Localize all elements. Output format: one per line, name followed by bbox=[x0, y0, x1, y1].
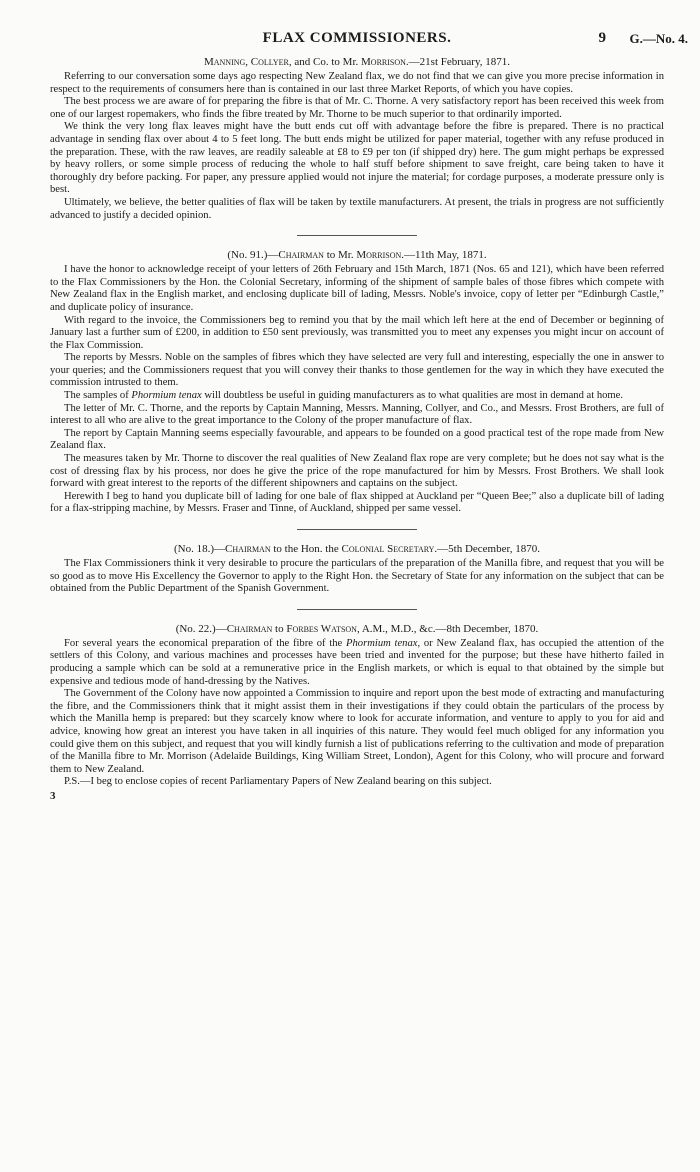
heading-date: .—11th May, 1871. bbox=[401, 249, 487, 262]
heading-date: , A.M., M.D., &c.—8th December, 1870. bbox=[356, 622, 539, 635]
heading-connector: to Mr. bbox=[323, 249, 357, 262]
letter-paragraph: The reports by Messrs. Noble on the samples of fibres which they have selected are very full and interesting, especially the one in answer to your queries; and the Commissioners request that you will convey their thanks to those gentlemen for the way in which they have executed the commission intrusted to them. bbox=[50, 352, 664, 389]
heading-sender: Chairman bbox=[226, 622, 273, 635]
heading-prefix: (No. 91.)— bbox=[227, 249, 279, 262]
letter-paragraph: Ultimately, we believe, the better qualities of flax will be taken by textile manufacturers. At present, the trials in progress are not sufficiently advanced to justify a decided opinion. bbox=[50, 196, 664, 221]
heading-prefix: (No. 22.)— bbox=[175, 622, 227, 635]
letter-paragraph: The letter of Mr. C. Thorne, and the reports by Captain Manning, Messrs. Manning, Collyer, and Co., and Messrs. Frost Brothers, are full of interest to all who are alive to the great importance to the Colony of the proper manufacture of flax. bbox=[50, 402, 664, 427]
heading-connector: to the Hon. the bbox=[270, 543, 342, 555]
letter-paragraph: The Government of the Colony have now appointed a Commission to inquire and report upon the best mode of extracting and manufacturing the fibre, and the Commissioners think that it might assist them in their investigations if they could obtain the particulars of the process by which the Manilla hemp is prepared: but they scarcely know where to look for accurate information, and venture to apply to you for aid and advice, knowing how great an interest you have taken in all inquiries of this nature. They would feel much obliged for any information you could give them on this subject, and request that you will kindly furnish a list of publications referring to the cultivation and mode of preparation of the Manilla fibre to Mr. Morrison (Adelaide Buildings, King William Street, London), Agent for this Colony, who will procure and forward them to New Zealand. bbox=[50, 688, 665, 775]
signature-mark: 3 bbox=[50, 789, 56, 802]
heading-connector: and Co. to Mr. bbox=[291, 56, 362, 68]
letter-section bbox=[50, 623, 664, 789]
heading-connector: to bbox=[272, 622, 287, 635]
letter-paragraph: The Flax Commissioners think it very desirable to procure the particulars of the preparation of the Manilla fibre, and request that you will be so good as to move His Excellency the Governor to apply to the Right Hon. the Secretary of State for any information on the subject that can be obtained from the Public Department of the Spanish Government. bbox=[50, 558, 664, 595]
page-title: FLAX COMMISSIONERS. bbox=[262, 30, 452, 46]
letter-heading bbox=[50, 56, 664, 68]
heading-sender: Chairman bbox=[225, 543, 271, 555]
letter-paragraph: With regard to the invoice, the Commissioners beg to remind you that by the mail which left here at the end of December or beginning of January last a further sum of £200, in addition to £50 sent previously, was transmitted you to meet any expenses you might incur on account of the Flax Commission. bbox=[50, 314, 664, 351]
heading-prefix: (No. 18.)— bbox=[174, 543, 226, 555]
page-number: 9 bbox=[598, 30, 606, 46]
heading-recipient: Forbes Watson bbox=[286, 622, 357, 635]
letter-paragraph: I have the honor to acknowledge receipt of your letters of 26th February and 15th March, 1871 (Nos. 65 and 121), which have been referred to the Flax Commissioners by the Hon. the Colonial Secretary, informing of the shipment of sample bales of those fibres which compete with New Zealand flax in the English market, and enclosing duplicate bill of lading, Messrs. Noble's invoice, copy of letter per “Edinburgh Castle,” and duplicate policy of insurance. bbox=[50, 264, 664, 313]
letter-section bbox=[50, 56, 664, 222]
letter-heading bbox=[50, 623, 664, 635]
heading-date: .—5th December, 1870. bbox=[434, 543, 540, 555]
heading-sender: Manning, Collyer, bbox=[203, 56, 292, 68]
letter-paragraph: The report by Captain Manning seems especially favourable, and appears to be founded on a good practical test of the rope made from New Zealand flax. bbox=[50, 427, 664, 452]
section-divider bbox=[297, 235, 417, 236]
letter-paragraph: P.S.—I beg to enclose copies of recent Parliamentary Papers of New Zealand bearing on this subject. bbox=[64, 776, 492, 788]
document-reference: G.—No. 4. bbox=[629, 31, 688, 46]
letter-paragraph: The measures taken by Mr. Thorne to discover the real qualities of New Zealand flax rope are very complete; but he does not say what is the cost of dressing flax by his process, nor does he give the price of the rope manufactured for him by Messrs. Frost Brothers. We shall look forward with great interest to the reports of the different shipowners and captains on the subject. bbox=[50, 453, 664, 490]
letter-heading bbox=[50, 543, 664, 555]
letter-paragraph: We think the very long flax leaves might have the butt ends cut off with advantage before the fibre is prepared. There is no practical advantage in sending flax over about 4 to 5 feet long. The butt ends might be utilized for paper material, together with any refuse produced in the preparation. These, with the raw leaves, are readily saleable at £8 to £9 per ton (if shipped dry) here. The gum might perhaps be expressed by heavy rollers, or some simple process of reducing the whole to half stuff before shipment to save freight, care being taken to have it thoroughly dry before packing. For paper, any pressure applied would not injure the material; for cordage purposes, a moderate pressure only is best. bbox=[50, 121, 664, 196]
letter-paragraph: Referring to our conversation some days ago respecting New Zealand flax, we do not find that we can give you more precise information in respect to the requirements of consumers here than is contained in our last three Market Reports, of which you have copies. bbox=[50, 71, 664, 95]
letter-section bbox=[50, 249, 664, 516]
section-divider bbox=[297, 609, 417, 610]
letter-paragraph: The best process we are aware of for preparing the fibre is that of Mr. C. Thorne. A very satisfactory report has been received this week from one of our largest ropemakers, who finds the fibre treated by Mr. Thorne to be much superior to that ordinarily imported. bbox=[50, 96, 664, 120]
heading-recipient: Morrison bbox=[356, 249, 402, 262]
letter-heading bbox=[50, 249, 664, 261]
heading-sender: Chairman bbox=[278, 249, 324, 262]
page-header bbox=[50, 30, 688, 52]
letters-container bbox=[50, 56, 664, 789]
letter-section bbox=[50, 543, 664, 596]
letter-paragraph: The samples of Phormium tenax will doubtless be useful in guiding manufacturers as to what qualities are most in demand at home. bbox=[64, 390, 624, 402]
section-divider bbox=[297, 529, 417, 530]
heading-date: .—21st February, 1871. bbox=[405, 56, 511, 68]
letter-paragraph: For several years the economical preparation of the fibre of the Phormium tenax, or New Zealand flax, has occupied the attention of the settlers of this Colony, and various machines and processes have been tried and invented for the purpose; but these have hitherto failed in producing a sample which can be sold at a remunerative price in the English markets, or which is equal to that obtained by the simple but expensive and tedious mode of hand-dressing by the Natives. bbox=[50, 637, 664, 687]
heading-recipient: Colonial Secretary bbox=[341, 543, 435, 555]
letter-paragraph: Herewith I beg to hand you duplicate bill of lading for one bale of flax shipped at Auckland per “Queen Bee;” also a duplicate bill of lading for a flax-stripping machine, by Messrs. Fraser and Tinne, of Auckland, shipped per same vessel. bbox=[50, 490, 664, 515]
heading-recipient: Morrison bbox=[361, 56, 406, 68]
